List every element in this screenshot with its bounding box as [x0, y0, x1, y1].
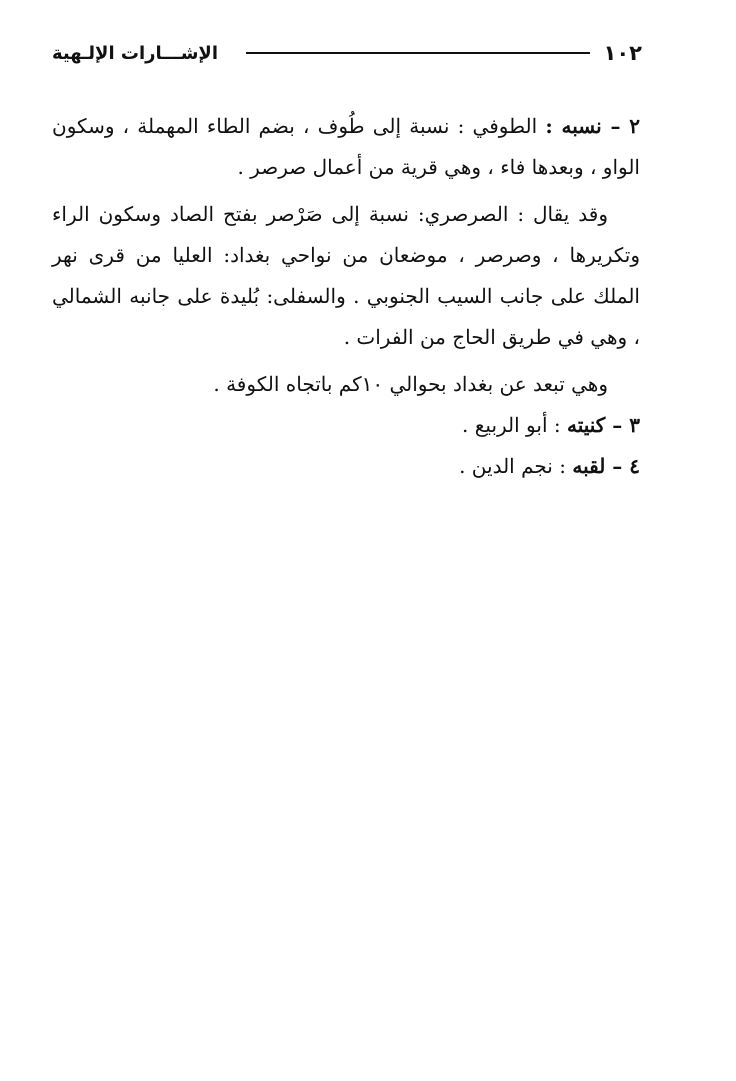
item-lineage-label: ٢ – نسبه : — [545, 114, 641, 138]
page-body — [52, 106, 640, 487]
item-laqab-text: : نجم الدين . — [459, 454, 566, 478]
item-laqab-label: ٤ – لقبه — [572, 454, 640, 478]
running-header — [52, 36, 642, 70]
paragraph-distance: وهي تبعد عن بغداد بحوالي ١٠كم باتجاه الكوفة . — [213, 372, 608, 396]
header-rule — [246, 52, 590, 54]
item-lineage — [52, 106, 640, 188]
paragraph-sarsari: وقد يقال : الصرصري: نسبة إلى صَرْصر بفتح الصاد وسكون الراء وتكريرها ، وصرصر ، موضعان من نواحي بغداد: العليا من قرى نهر الملك على جانب السيب الجنوبي . والسفلى: بُليدة على جانبه الشمالي ، وهي في طريق الحاج من الفرات . — [52, 202, 640, 349]
item-kunya-text: : أبو الربيع . — [462, 413, 561, 437]
item-kunya — [52, 405, 640, 446]
item-kunya-label: ٣ – كنيته — [566, 413, 640, 437]
page-number: ١٠٢ — [603, 41, 642, 65]
item-laqab — [52, 446, 640, 487]
book-title: الإشـــارات الإلـهية — [52, 42, 219, 64]
item-lineage-text: الطوفي : نسبة إلى طُوف ، بضم الطاء المهملة ، وسكون الواو ، وبعدها فاء ، وهي قرية من أعمال صرصر . — [52, 114, 640, 179]
